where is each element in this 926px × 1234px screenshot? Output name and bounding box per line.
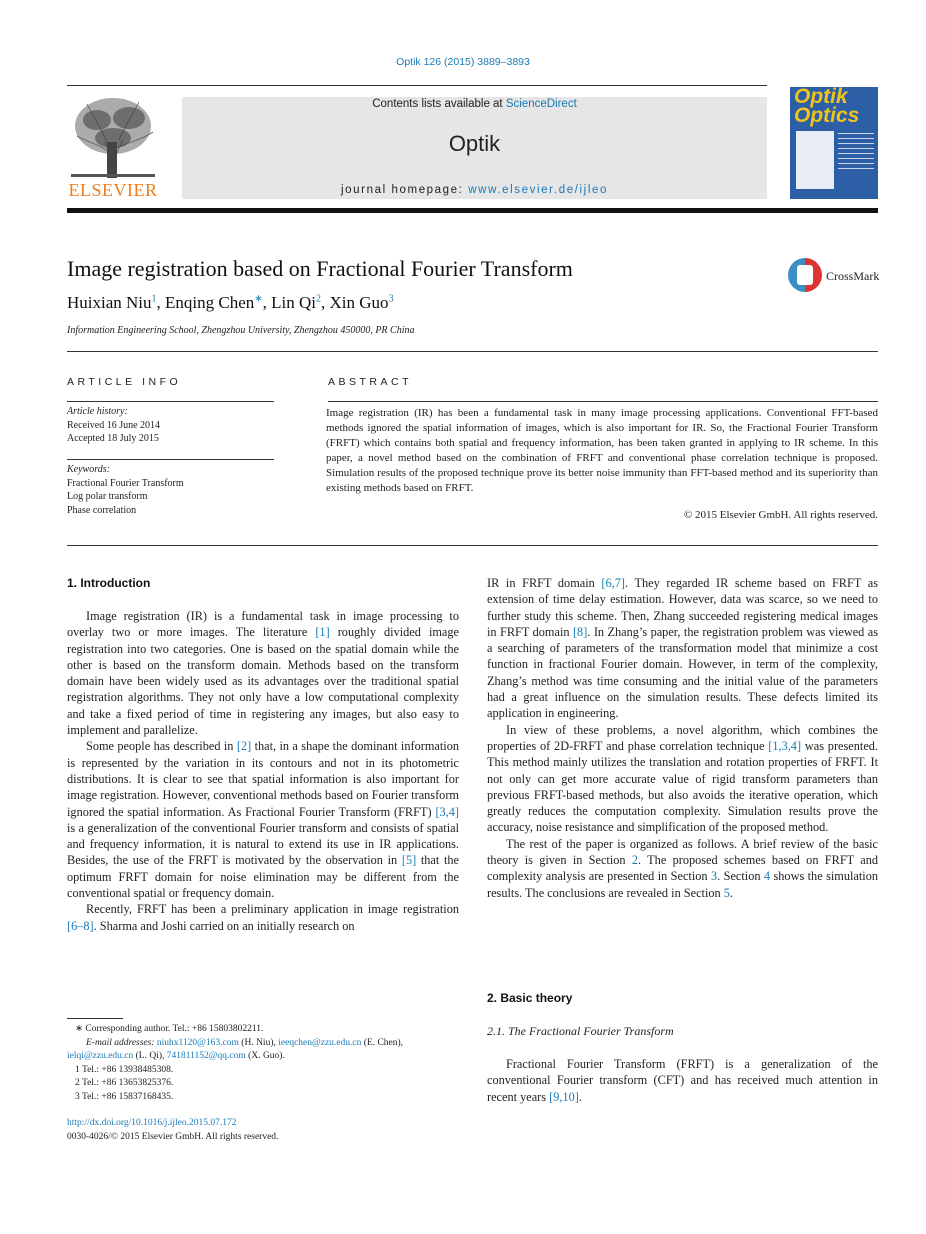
paragraph: Fractional Fourier Transform (FRFT) is a generalization of the conventional Fourier transform (CFT) and has received much attention in recent years [9,10].	[487, 1057, 878, 1104]
issn-copyright: 0030-4026/© 2015 Elsevier GmbH. All rights reserved.	[67, 1132, 279, 1142]
journal-cover-image	[790, 87, 878, 199]
paragraph: The rest of the paper is organized as follows. A brief review of the basic theory is given in Section 2. The proposed schemes based on FRFT and complexity analysis are presented in Section 3. Section 4 shows the simulation results. The conclusions are revealed in Section 5.	[487, 836, 878, 900]
crossmark-label: CrossMark	[826, 269, 880, 283]
basic-theory-heading: 2. Basic theory	[487, 991, 573, 1005]
author-name: Lin Qi	[271, 293, 317, 312]
header-rule	[67, 85, 767, 86]
contents-prefix: Contents lists available at	[372, 98, 506, 110]
paragraph: In view of these problems, a novel algorithm, which combines the properties of 2D-FRFT and phase correlation technique [1,3,4] was presented. This method mainly utilizes the translation and rotation properties of FRFT. It not only can get more accurate value of rigid transform parameters than previous FRFT-based methods, but also avoids the iterative operation, which greatly reduces the computation complexity. Simulation results prove the accuracy, noise resistance and simplification of the proposed method.	[487, 722, 878, 835]
article-info-heading: ARTICLE INFO	[67, 376, 182, 388]
citation-link[interactable]: [1,3,4]	[768, 738, 802, 753]
history-label: Article history:	[67, 406, 128, 417]
footnote: 2 Tel.: +86 13653825376.	[75, 1078, 174, 1088]
email-link[interactable]: 741811152@qq.com	[166, 1051, 246, 1061]
citation-link[interactable]: [3,4]	[435, 804, 459, 819]
citation-link[interactable]: [8]	[572, 624, 588, 639]
keywords-label: Keywords:	[67, 464, 110, 475]
citation-link[interactable]: [6–8]	[67, 918, 94, 933]
abstract-rule	[328, 401, 878, 402]
email-link[interactable]: niuhx1120@163.com	[156, 1037, 239, 1048]
journal-homepage-line	[182, 184, 767, 196]
footnotes	[67, 1023, 462, 1104]
title-rule	[67, 351, 878, 352]
citation-link[interactable]: [9,10]	[549, 1089, 579, 1104]
footnote: 3 Tel.: +86 15837168435.	[75, 1091, 174, 1102]
abstract-text: Image registration (IR) has been a fundamental task in many image processing applications. Conventional FFT-based methods ignored the spatial information of images, which is also important for IR. So, the Fractional Fourier Transform (FRFT) which contains both spatial and frequency information, has been taken granted in applying to IR scheme. In this paper, a novel method based on the combination of FRFT and conventional phase correlation technique is proposed. Simulation results of the proposed technique prove its better noise immunity than FFT-based method and its superiority than existing methods based on FRFT.	[326, 407, 878, 494]
author-name: Enqing Chen	[165, 293, 255, 312]
crossmark-icon-center	[797, 265, 813, 285]
citation-link[interactable]: [2]	[236, 739, 252, 754]
citation-link[interactable]: [5]	[401, 853, 417, 868]
article-title: Image registration based on Fractional Fourier Transform	[67, 256, 573, 281]
footnote-rule	[67, 1018, 123, 1019]
email-addresses: E-mail addresses: niuhx1120@163.com (H. Niu), ieeqchen@zzu.edu.cn (E. Chen),	[86, 1037, 404, 1048]
email-link[interactable]: ieeqchen@zzu.edu.cn	[278, 1037, 362, 1048]
author-name: Xin Guo	[329, 293, 389, 312]
author-name: Huixian Niu	[67, 293, 152, 312]
author-mark[interactable]: 2	[316, 293, 322, 305]
journal-citation[interactable]: Optik 126 (2015) 3889–3893	[396, 56, 530, 68]
abstract-rule-bottom	[67, 545, 878, 546]
author-mark[interactable]: ∗	[254, 293, 263, 305]
abstract-heading: ABSTRACT	[328, 376, 413, 388]
right-column-bottom	[487, 1056, 878, 1105]
homepage-prefix: journal homepage:	[341, 184, 469, 196]
elsevier-wordmark: ELSEVIER	[68, 180, 158, 200]
doi-link[interactable]: http://dx.doi.org/10.1016/j.ijleo.2015.07.172	[67, 1118, 237, 1128]
section-link[interactable]: 2	[631, 853, 639, 868]
footnote: 1 Tel.: +86 13938485308.	[75, 1064, 174, 1075]
fractional-fourier-subheading: 2.1. The Fractional Fourier Transform	[487, 1024, 674, 1038]
keyword: Fractional Fourier Transform	[67, 477, 184, 489]
email-addresses-cont: ielqi@zzu.edu.cn (L. Qi), 741811152@qq.com (X. Guo).	[67, 1051, 285, 1061]
cover-panel	[796, 131, 834, 189]
section-link[interactable]: 3	[710, 869, 718, 884]
paragraph: IR in FRFT domain [6,7]. They regarded IR scheme based on FRFT as extension of time delay estimation. However, data was scarce, so we need to further study this scheme. Then, Zhang succeeded registering medical images in FRFT domain [8]. In Zhang’s paper, the registration problem was viewed as a searching of parameters of the transformation model that minimize a cost function in fractional Fourier domain. However, in term of the complexity, Zhang’s method was time consuming and the initial value of the parameters had a great influence on the simulation results. These defects limited its application in engineering.	[487, 576, 878, 721]
section-link[interactable]: 5	[723, 885, 730, 900]
keyword: Log polar transform	[67, 491, 148, 502]
keywords-block	[67, 463, 274, 517]
citation-link[interactable]: [1]	[315, 625, 330, 640]
cover-text-lines	[838, 133, 874, 173]
sciencedirect-link[interactable]: ScienceDirect	[505, 98, 577, 110]
info-rule-2	[67, 459, 274, 460]
accepted-date: Accepted 18 July 2015	[67, 433, 159, 444]
author-mark[interactable]: 3	[388, 293, 394, 305]
header-thick-rule	[67, 208, 878, 213]
author-list: Huixian Niu$^1$, Enqing Chen∗, Lin Qi$^2$, Xin Guo$^3$	[67, 293, 394, 312]
author-mark[interactable]: 1	[151, 293, 157, 305]
received-date: Received 16 June 2014	[67, 419, 161, 431]
cover-title: Optik Optics	[794, 87, 860, 127]
section-link[interactable]: 4	[763, 869, 771, 884]
affiliation: Information Engineering School, Zhengzhou University, Zhengzhou 450000, PR China	[67, 325, 415, 336]
article-history	[67, 405, 274, 446]
journal-homepage-link[interactable]: www.elsevier.de/ijleo	[468, 184, 608, 196]
paragraph: Some people has described in [2] that, in a shape the dominant information is represented by the variation in its contours and not in its photometric distributions. It is clear to see that spatial information is also important for image registration. However, conventional methods based on Fourier transform ignored the spatial information. As Fractional Fourier Transform (FRFT) [3,4] is a generalization of the conventional Fourier transform and consists of spatial and frequency information, it is natural to extend its use in IR applications. Besides, the use of the FRFT is motivated by the observation in [5] that the optimum FRFT domain for noise elimination may be different from the conventional spatial or frequency domain.	[67, 739, 459, 901]
crossmark-badge[interactable]	[788, 258, 878, 294]
introduction-heading: 1. Introduction	[67, 576, 151, 590]
journal-title: Optik	[448, 131, 501, 156]
right-column	[487, 575, 878, 901]
keyword: Phase correlation	[67, 504, 137, 516]
left-column	[67, 608, 459, 934]
contents-line	[182, 98, 767, 110]
paragraph: Image registration (IR) is a fundamental task in image processing to overlay two or more images. The literature [1] roughly divided image registration into two categories. One is based on the spatial domain while the other is based on the transform domain. Methods based on the transform domain have been widely used as its advantages over the traditional spatial registration algorithms. They not only have a low computational complexity and take a fixed period of time in registering any images, but also easy to implement and parallelize.	[67, 609, 459, 738]
abstract-copyright: © 2015 Elsevier GmbH. All rights reserved.	[683, 509, 878, 521]
citation-link[interactable]: [6,7]	[601, 576, 625, 590]
paragraph: Recently, FRFT has been a preliminary application in image registration [6–8]. Sharma and Joshi carried on an initially research on	[67, 902, 459, 933]
corresponding-author-note: ∗ Corresponding author. Tel.: +86 15803802211.	[75, 1024, 264, 1034]
info-rule	[67, 401, 274, 402]
email-link[interactable]: ielqi@zzu.edu.cn	[67, 1051, 134, 1061]
